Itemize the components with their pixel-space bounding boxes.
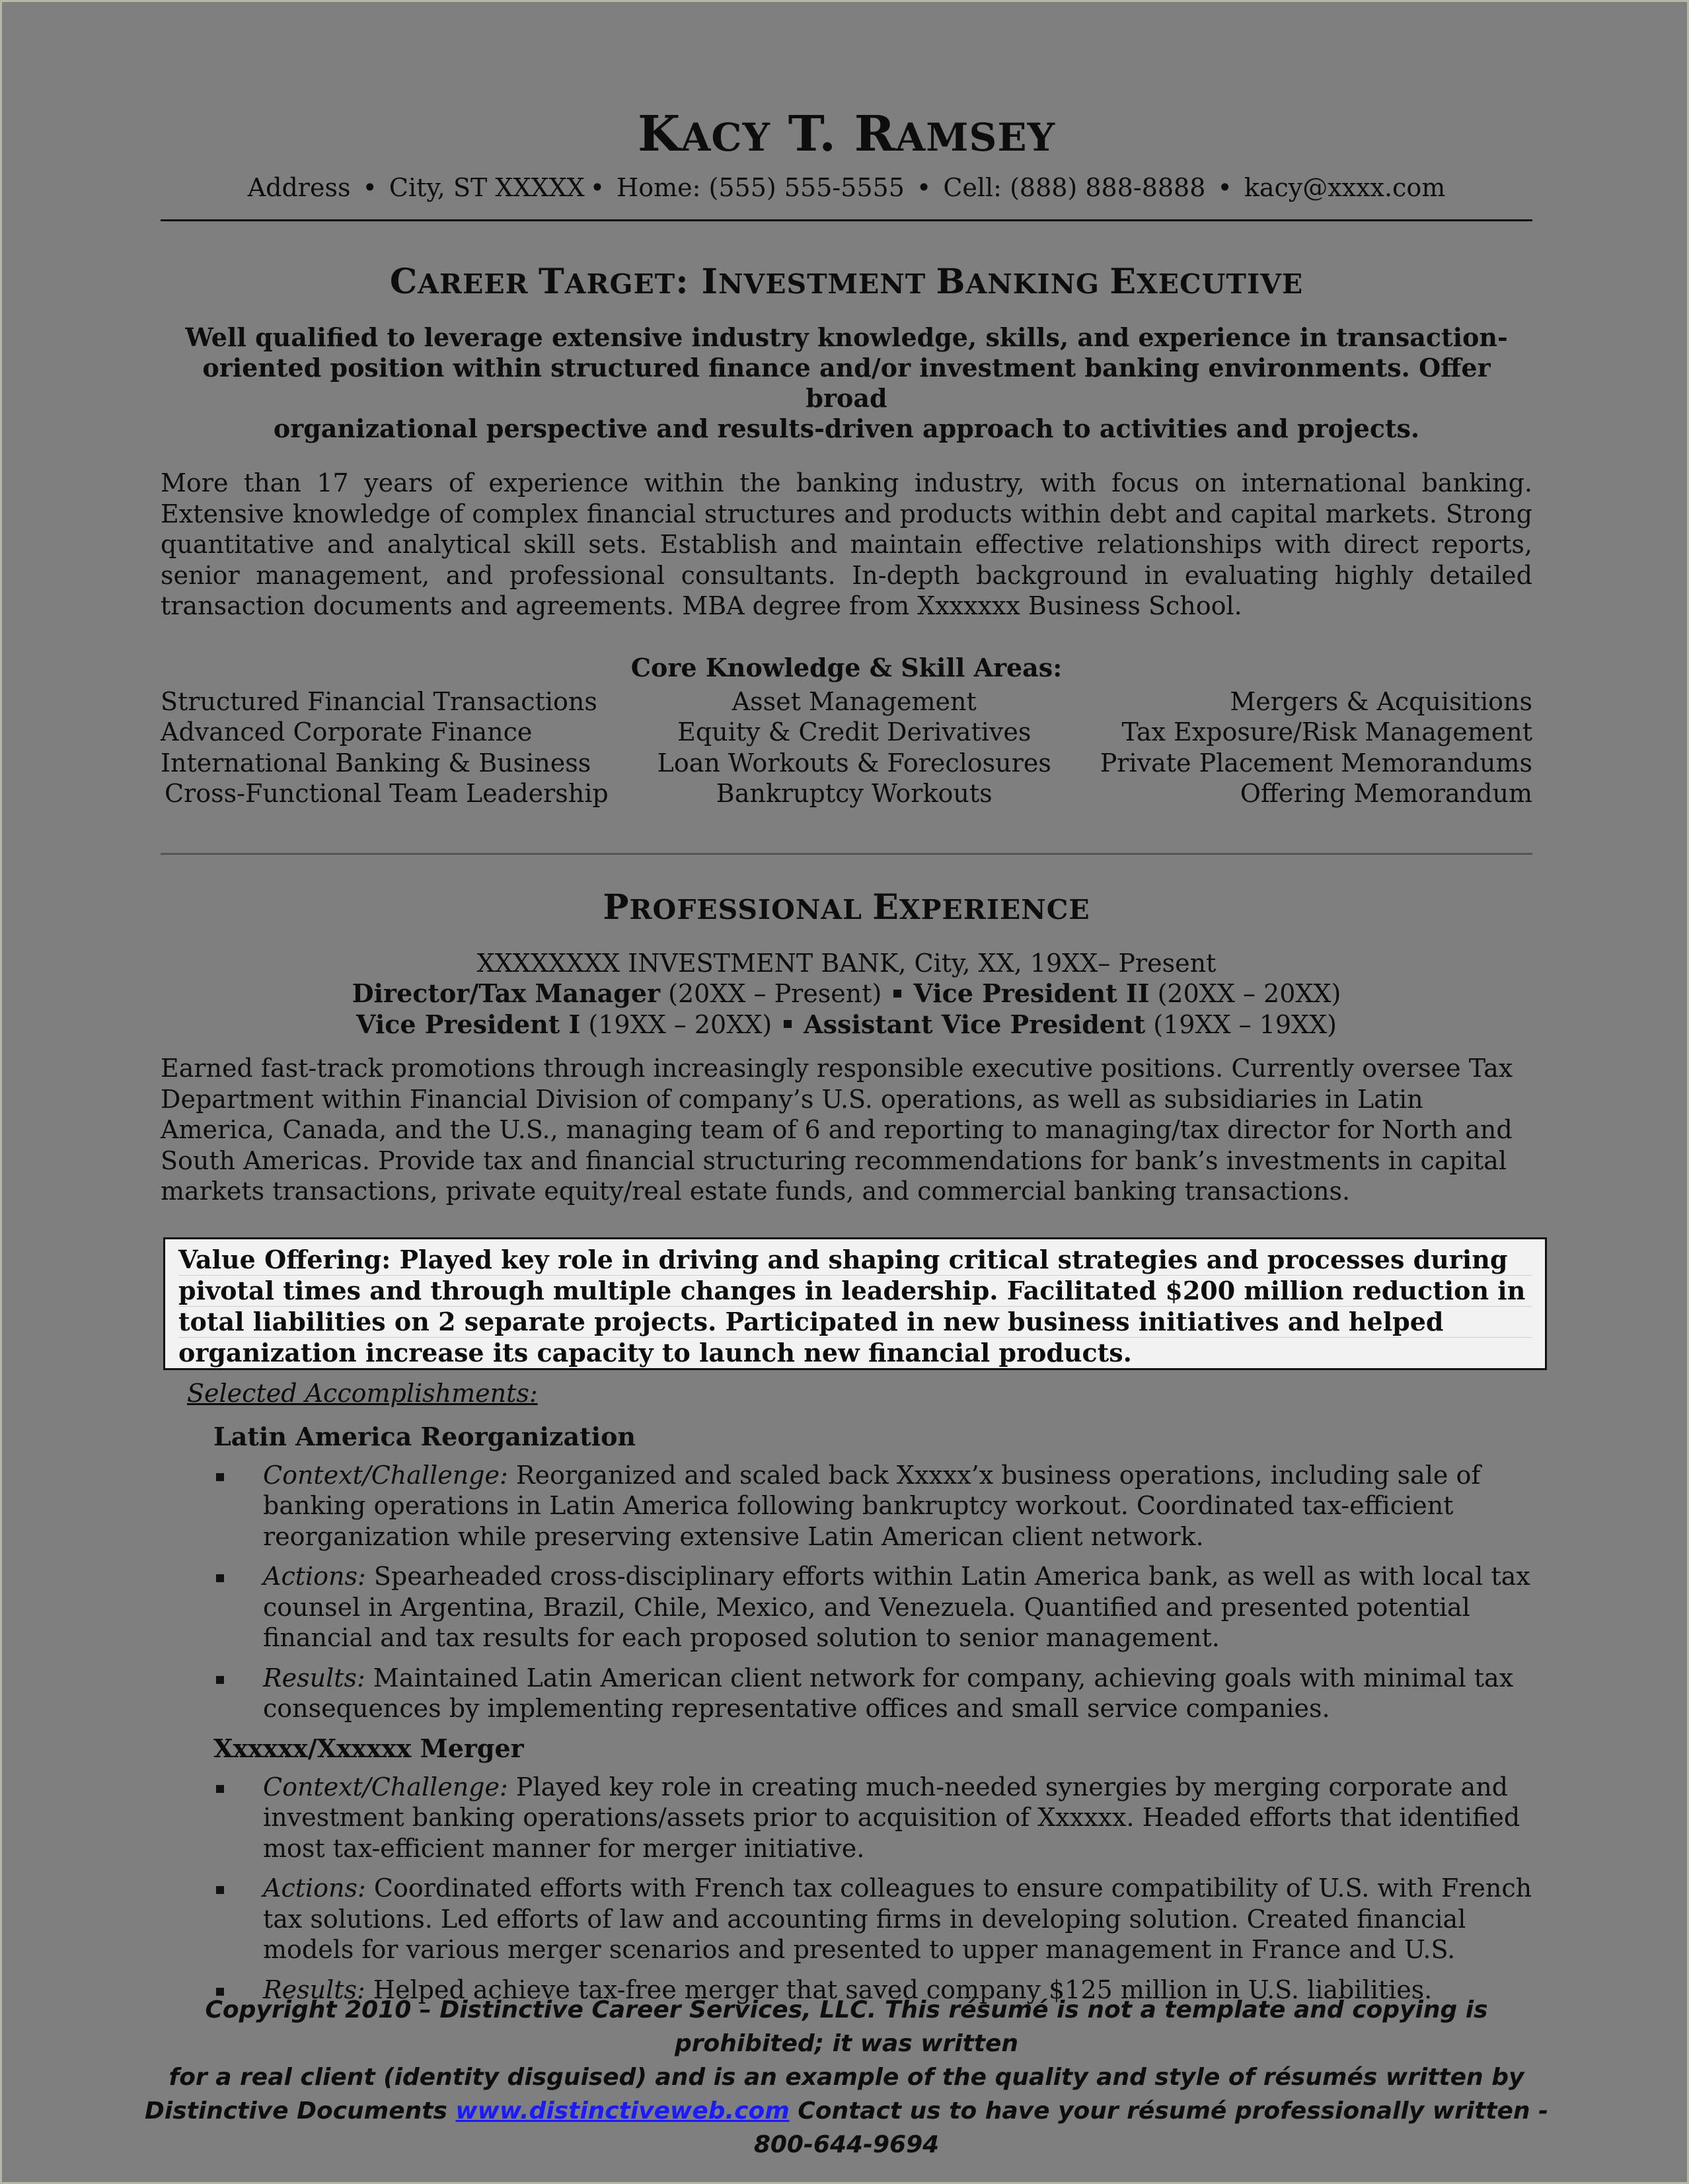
list-item: Actions: Coordinated efforts with French tax colleagues to ensure compatibility of U.S. with French tax solutions. Led efforts of law and accounting firms in developing solution. Created financial models for various merger scenarios and presented to upper management in France and U.S. bbox=[161, 1873, 1532, 1965]
skill-item: Equity & Credit Derivatives bbox=[677, 717, 1032, 746]
bullet-square bbox=[784, 1020, 792, 1028]
career-summary-bold: Well qualified to leverage extensive industry knowledge, skills, and experience in transaction- oriented position within structured finance and/or investment banking environments. Offer broad organizational perspective and results-driven approach to activities and projects. bbox=[185, 322, 1508, 443]
website-link[interactable]: www.distinctiveweb.com bbox=[455, 2097, 790, 2125]
skills-column-2 bbox=[657, 686, 1051, 809]
skill-item: Offering Memorandum bbox=[1240, 779, 1532, 808]
project-title: Xxxxxx/Xxxxxx Merger bbox=[213, 1733, 524, 1763]
value-offering-box: Value Offering: Played key role in driving and shaping critical strategies and processes during pivotal times and through multiple changes in leadership. Facilitated $200 million reduction in total liabilities on 2 separate projects. Participated in new business initiatives and helped organization increase its capacity to launch new financial products. bbox=[163, 1237, 1547, 1370]
career-target-heading: CAREER TARGET: INVESTMENT BANKING EXECUTIVE bbox=[389, 262, 1304, 302]
list-item: Results: Helped achieve tax-free merger that saved company $125 million in U.S. liabilities. bbox=[161, 1975, 1532, 2006]
home-phone: Home: (555) 555-5555 bbox=[617, 173, 905, 202]
list-item: Results: Maintained Latin American client network for company, achieving goals with minimal tax consequences by implementing representative offices and small service companies. bbox=[161, 1663, 1532, 1724]
skills-grid bbox=[161, 686, 1532, 809]
list-item: Context/Challenge: Reorganized and scaled back Xxxxx’x business operations, including sale of banking operations in Latin America following bankruptcy workout. Coordinated tax-efficient reorganization while preserving extensive Latin American client network. bbox=[161, 1460, 1532, 1552]
career-summary: More than 17 years of experience within the banking industry, with focus on international banking. Extensive knowledge of complex financial structures and products within debt and capital markets. Strong quantitative and analytical skill sets. Establish and maintain effective relationships with direct reports, senior management, and professional consultants. In-depth background in evaluating highly detailed transaction documents and agreements. MBA degree from Xxxxxxx Business School. bbox=[161, 468, 1532, 620]
list-item: Context/Challenge: Played key role in creating much-needed synergies by merging corporate and investment banking operations/assets prior to acquisition of Xxxxxx. Headed efforts that identified most tax-efficient manner for merger initiative. bbox=[161, 1772, 1532, 1864]
skill-item: Advanced Corporate Finance bbox=[161, 717, 533, 746]
project-bullets bbox=[161, 1460, 1532, 1724]
skill-item: Tax Exposure/Risk Management bbox=[1121, 717, 1532, 746]
skill-item: Bankruptcy Workouts bbox=[716, 779, 993, 808]
skill-item: Cross-Functional Team Leadership bbox=[165, 779, 609, 808]
skill-item: Structured Financial Transactions bbox=[161, 686, 597, 716]
skill-item: Private Placement Memorandums bbox=[1100, 748, 1532, 778]
skills-column-3 bbox=[1100, 686, 1532, 809]
copyright-footer: Copyright 2010 – Distinctive Career Services, LLC. This résumé is not a template and copying is prohibited; it was written for a real client (identity disguised) and is an example of the quality and style of résumés written by Distinctive Documents www.distinctiveweb.com Contact us to have your résumé professionally written - 800-644-9694 bbox=[144, 1996, 1549, 2158]
selected-accomplishments-label: Selected Accomplishments: bbox=[187, 1378, 538, 1408]
city: City, ST XXXXX bbox=[389, 173, 585, 202]
skill-item: Loan Workouts & Foreclosures bbox=[657, 748, 1051, 778]
candidate-name: KACY T. RAMSEY bbox=[638, 106, 1055, 163]
job-description: Earned fast-track promotions through increasingly responsible executive positions. Currently oversee Tax Department within Financial Division of company’s U.S. operations, as well as subsidiaries in Latin America, Canada, and the U.S., managing team of 6 and reporting to managing/tax director for North and South Americas. Provide tax and financial structuring recommendations for bank’s investments in capital markets transactions, private equity/real estate funds, and commercial banking transactions. bbox=[161, 1054, 1513, 1206]
roles-line-2: Vice President I (19XX – 20XX) Assistant Vice President (19XX – 19XX) bbox=[356, 1009, 1337, 1039]
experience-heading: PROFESSIONAL EXPERIENCE bbox=[603, 887, 1090, 928]
list-item: Actions: Spearheaded cross-disciplinary efforts within Latin America bank, as well as with local tax counsel in Argentina, Brazil, Chile, Mexico, and Venezuela. Quantified and presented potential financial and tax results for each proposed solution to senior management. bbox=[161, 1561, 1532, 1654]
skills-title: Core Knowledge & Skill Areas: bbox=[630, 652, 1063, 682]
bullet-square bbox=[893, 990, 901, 998]
project-bullets bbox=[161, 1772, 1532, 2006]
cell-phone: Cell: (888) 888-8888 bbox=[943, 173, 1206, 202]
skill-item: International Banking & Business bbox=[161, 748, 591, 778]
skill-item: Mergers & Acquisitions bbox=[1230, 686, 1532, 716]
project-title: Latin America Reorganization bbox=[213, 1421, 636, 1451]
email: kacy@xxxx.com bbox=[1244, 173, 1446, 202]
section-divider bbox=[161, 853, 1532, 855]
header-divider bbox=[161, 219, 1532, 221]
employer-line: XXXXXXXX INVESTMENT BANK, City, XX, 19XX– Present bbox=[476, 948, 1217, 978]
skills-column-1 bbox=[161, 686, 609, 809]
resume-content bbox=[161, 101, 1532, 2014]
address: Address bbox=[247, 173, 351, 202]
contact-line: Address • City, ST XXXXX • Home: (555) 555-5555 • Cell: (888) 888-8888 • kacy@xxxx.com bbox=[247, 173, 1446, 202]
skill-item: Asset Management bbox=[732, 686, 977, 716]
roles-line-1: Director/Tax Manager (20XX – Present) Vice President II (20XX – 20XX) bbox=[352, 978, 1341, 1008]
